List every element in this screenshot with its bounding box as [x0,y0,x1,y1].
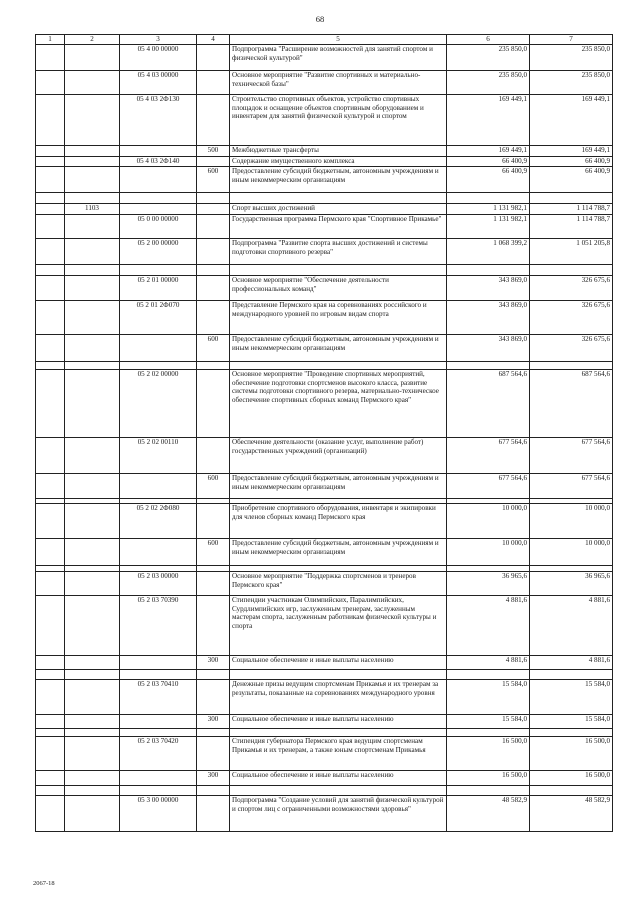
section-cell [36,656,65,670]
subsection-cell [65,167,120,193]
target-article-cell: 05 2 03 70390 [120,596,197,656]
item-name-cell: Предоставление субсидий бюджетным, автономным учреждениям и иным некоммерческим организациям [230,335,447,362]
amount-year-2-cell: 1 114 788,7 [530,215,613,239]
target-article-cell: 05 2 01 00000 [120,276,197,301]
expense-type-cell [197,504,230,539]
spacer-cell [197,786,230,796]
amount-year-2-cell: 66 400,9 [530,167,613,193]
section-cell [36,796,65,832]
expense-type-cell: 300 [197,715,230,729]
amount-year-1-cell: 1 068 399,2 [447,239,530,265]
expense-type-cell [197,215,230,239]
amount-year-1-cell: 677 564,6 [447,474,530,499]
spacer-cell [530,786,613,796]
amount-year-2-cell: 16 500,0 [530,737,613,771]
amount-year-2-cell: 15 584,0 [530,680,613,715]
spacer-cell [197,193,230,204]
column-header: 6 [447,35,530,45]
subsection-cell [65,474,120,499]
section-cell [36,157,65,167]
spacer-cell [65,786,120,796]
table-row [36,276,613,301]
expense-type-cell [197,45,230,71]
target-article-cell: 05 2 03 70420 [120,737,197,771]
section-cell [36,204,65,215]
target-article-cell: 05 3 00 00000 [120,796,197,832]
table-row [36,335,613,362]
table-row [36,596,613,656]
item-name-cell: Предоставление субсидий бюджетным, автономным учреждениям и иным некоммерческим организациям [230,474,447,499]
item-name-cell: Основное мероприятие "Проведение спортивных мероприятий, обеспечение подготовки спортсменов высокого класса, развитие системы подготовки спортивного резерва, материально-техническое обеспечение спортивных сборных команд Пермского края" [230,370,447,438]
item-name-cell: Подпрограмма "Создание условий для занятий физической культурой и спортом лиц с ограниченными возможностями здоровья" [230,796,447,832]
item-name-cell: Спорт высших достижений [230,204,447,215]
amount-year-1-cell: 48 582,9 [447,796,530,832]
section-cell [36,438,65,474]
table-row [36,737,613,771]
spacer-cell [36,670,65,680]
amount-year-1-cell: 687 564,6 [447,370,530,438]
amount-year-2-cell: 66 400,9 [530,157,613,167]
expense-type-cell [197,796,230,832]
column-number-header-row [36,35,613,45]
section-cell [36,45,65,71]
column-header: 2 [65,35,120,45]
subsection-cell [65,504,120,539]
section-cell [36,539,65,566]
spacer-cell [230,265,447,276]
target-article-cell: 05 4 03 2Ф130 [120,95,197,146]
amount-year-1-cell: 169 449,1 [447,95,530,146]
spacer-cell [530,193,613,204]
spacer-cell [530,729,613,737]
amount-year-2-cell: 677 564,6 [530,438,613,474]
item-name-cell: Стипендии участникам Олимпийских, Паралимпийских, Сурдлимпийских игр, заслуженным тренерам, заслуженным мастерам спорта, заслуженным работникам физической культуры и спорта [230,596,447,656]
target-article-cell [120,204,197,215]
item-name-cell: Социальное обеспечение и иные выплаты населению [230,715,447,729]
item-name-cell: Подпрограмма "Расширение возможностей для занятий спортом и физической культурой" [230,45,447,71]
table-row [36,204,613,215]
item-name-cell: Основное мероприятие "Развитие спортивных и материально-технической базы" [230,71,447,95]
subsection-cell [65,737,120,771]
row-spacer [36,193,613,204]
expense-type-cell [197,370,230,438]
target-article-cell: 05 2 02 00110 [120,438,197,474]
spacer-cell [197,729,230,737]
amount-year-2-cell: 169 449,1 [530,95,613,146]
amount-year-2-cell: 10 000,0 [530,504,613,539]
subsection-cell [65,146,120,157]
row-spacer [36,362,613,370]
spacer-cell [120,362,197,370]
section-cell [36,504,65,539]
amount-year-1-cell: 10 000,0 [447,539,530,566]
target-article-cell: 05 2 03 70410 [120,680,197,715]
amount-year-1-cell: 1 131 982,1 [447,215,530,239]
table-row [36,504,613,539]
spacer-cell [447,786,530,796]
spacer-cell [230,670,447,680]
item-name-cell: Содержание имущественного комплекса [230,157,447,167]
target-article-cell [120,539,197,566]
expense-type-cell [197,95,230,146]
target-article-cell: 05 0 00 00000 [120,215,197,239]
spacer-cell [530,362,613,370]
table-row [36,572,613,596]
item-name-cell: Строительство спортивных объектов, устройство спортивных площадок и оснащение объектов спортивным оборудованием и инвентарем для занятий физической культурой и спортом [230,95,447,146]
spacer-cell [120,670,197,680]
spacer-cell [65,193,120,204]
target-article-cell [120,715,197,729]
target-article-cell: 05 4 03 00000 [120,71,197,95]
amount-year-1-cell: 235 850,0 [447,71,530,95]
table-row [36,680,613,715]
section-cell [36,146,65,157]
amount-year-1-cell: 677 564,6 [447,438,530,474]
spacer-cell [120,193,197,204]
section-cell [36,474,65,499]
table-row [36,796,613,832]
amount-year-2-cell: 326 675,6 [530,301,613,335]
item-name-cell: Основное мероприятие "Поддержка спортсменов и тренеров Пермского края" [230,572,447,596]
spacer-cell [36,786,65,796]
amount-year-2-cell: 235 850,0 [530,45,613,71]
row-spacer [36,786,613,796]
spacer-cell [230,729,447,737]
item-name-cell: Обеспечение деятельности (оказание услуг, выполнение работ) государственных учреждений (организаций) [230,438,447,474]
subsection-cell [65,572,120,596]
spacer-cell [120,729,197,737]
spacer-cell [447,265,530,276]
spacer-cell [65,265,120,276]
spacer-cell [197,670,230,680]
section-cell [36,715,65,729]
subsection-cell [65,71,120,95]
spacer-cell [230,786,447,796]
table-row [36,656,613,670]
section-cell [36,771,65,786]
target-article-cell [120,146,197,157]
subsection-cell [65,771,120,786]
row-spacer [36,729,613,737]
target-article-cell: 05 2 03 00000 [120,572,197,596]
expense-type-cell [197,680,230,715]
section-cell [36,596,65,656]
table-row [36,157,613,167]
table-row [36,771,613,786]
table-row [36,215,613,239]
table-row [36,71,613,95]
amount-year-2-cell: 36 965,6 [530,572,613,596]
amount-year-1-cell: 36 965,6 [447,572,530,596]
target-article-cell: 05 4 03 2Ф140 [120,157,197,167]
amount-year-1-cell: 235 850,0 [447,45,530,71]
amount-year-2-cell: 4 881,6 [530,596,613,656]
spacer-cell [36,729,65,737]
spacer-cell [447,729,530,737]
table-row [36,539,613,566]
subsection-cell [65,276,120,301]
amount-year-2-cell: 687 564,6 [530,370,613,438]
amount-year-1-cell: 343 869,0 [447,301,530,335]
expense-type-cell [197,596,230,656]
row-spacer [36,670,613,680]
item-name-cell: Основное мероприятие "Обеспечение деятельности профессиональных команд" [230,276,447,301]
spacer-cell [65,670,120,680]
expense-type-cell [197,276,230,301]
subsection-cell [65,95,120,146]
expense-type-cell [197,71,230,95]
amount-year-2-cell: 16 500,0 [530,771,613,786]
expense-type-cell [197,737,230,771]
amount-year-1-cell: 16 500,0 [447,771,530,786]
subsection-cell [65,157,120,167]
amount-year-2-cell: 326 675,6 [530,335,613,362]
expense-type-cell [197,301,230,335]
column-header: 1 [36,35,65,45]
subsection-cell [65,796,120,832]
item-name-cell: Государственная программа Пермского края "Спортивное Прикамье" [230,215,447,239]
table-row [36,370,613,438]
section-cell [36,370,65,438]
spacer-cell [120,265,197,276]
section-cell [36,572,65,596]
spacer-cell [530,265,613,276]
amount-year-2-cell: 48 582,9 [530,796,613,832]
item-name-cell: Подпрограмма "Развитие спорта высших достижений и системы подготовки спортивного резерва" [230,239,447,265]
table-row [36,438,613,474]
column-header: 4 [197,35,230,45]
table-row [36,474,613,499]
item-name-cell: Денежные призы ведущим спортсменам Прикамья и их тренерам за результаты, показанные на соревнованиях международного уровня [230,680,447,715]
expense-type-cell: 500 [197,146,230,157]
subsection-cell [65,215,120,239]
amount-year-2-cell: 326 675,6 [530,276,613,301]
section-cell [36,680,65,715]
table-row [36,239,613,265]
amount-year-2-cell: 235 850,0 [530,71,613,95]
spacer-cell [447,670,530,680]
amount-year-2-cell: 4 881,6 [530,656,613,670]
section-cell [36,95,65,146]
subsection-cell: 1103 [65,204,120,215]
budget-table-body [36,45,613,832]
subsection-cell [65,239,120,265]
target-article-cell [120,656,197,670]
subsection-cell [65,715,120,729]
section-cell [36,167,65,193]
item-name-cell: Представление Пермского края на соревнованиях российского и международного уровней по игровым видам спорта [230,301,447,335]
amount-year-2-cell: 15 584,0 [530,715,613,729]
table-row [36,95,613,146]
item-name-cell: Социальное обеспечение и иные выплаты населению [230,771,447,786]
subsection-cell [65,539,120,566]
expense-type-cell: 600 [197,539,230,566]
spacer-cell [230,193,447,204]
expense-type-cell [197,438,230,474]
amount-year-1-cell: 4 881,6 [447,656,530,670]
amount-year-1-cell: 4 881,6 [447,596,530,656]
table-row [36,45,613,71]
item-name-cell: Социальное обеспечение и иные выплаты населению [230,656,447,670]
amount-year-1-cell: 343 869,0 [447,276,530,301]
amount-year-2-cell: 1 051 205,8 [530,239,613,265]
expense-type-cell: 600 [197,167,230,193]
expense-type-cell: 600 [197,335,230,362]
row-spacer [36,265,613,276]
table-row [36,167,613,193]
section-cell [36,301,65,335]
amount-year-2-cell: 677 564,6 [530,474,613,499]
amount-year-1-cell: 15 584,0 [447,715,530,729]
table-row [36,715,613,729]
table-row [36,301,613,335]
section-cell [36,215,65,239]
amount-year-2-cell: 10 000,0 [530,539,613,566]
spacer-cell [530,670,613,680]
target-article-cell: 05 2 02 00000 [120,370,197,438]
target-article-cell [120,167,197,193]
target-article-cell [120,335,197,362]
target-article-cell: 05 4 00 00000 [120,45,197,71]
expense-type-cell [197,239,230,265]
column-header: 3 [120,35,197,45]
spacer-cell [197,362,230,370]
amount-year-1-cell: 343 869,0 [447,335,530,362]
section-cell [36,335,65,362]
document-code: 2067-18 [33,880,55,887]
item-name-cell: Приобретение спортивного оборудования, инвентаря и экипировки для членов сборных команд Пермского края [230,504,447,539]
amount-year-1-cell: 66 400,9 [447,167,530,193]
expense-type-cell: 600 [197,474,230,499]
spacer-cell [65,729,120,737]
subsection-cell [65,370,120,438]
amount-year-1-cell: 10 000,0 [447,504,530,539]
amount-year-2-cell: 169 449,1 [530,146,613,157]
subsection-cell [65,656,120,670]
budget-table [35,34,613,832]
spacer-cell [65,362,120,370]
subsection-cell [65,680,120,715]
amount-year-2-cell: 1 114 788,7 [530,204,613,215]
target-article-cell [120,474,197,499]
expense-type-cell [197,204,230,215]
amount-year-1-cell: 66 400,9 [447,157,530,167]
table-row [36,146,613,157]
subsection-cell [65,45,120,71]
spacer-cell [36,362,65,370]
amount-year-1-cell: 15 584,0 [447,680,530,715]
expense-type-cell: 300 [197,656,230,670]
item-name-cell: Предоставление субсидий бюджетным, автономным учреждениям и иным некоммерческим организациям [230,167,447,193]
target-article-cell [120,771,197,786]
expense-type-cell [197,572,230,596]
spacer-cell [36,265,65,276]
spacer-cell [447,193,530,204]
spacer-cell [36,193,65,204]
column-header: 7 [530,35,613,45]
item-name-cell: Межбюджетные трансферты [230,146,447,157]
subsection-cell [65,438,120,474]
target-article-cell: 05 2 01 2Ф070 [120,301,197,335]
column-header: 5 [230,35,447,45]
amount-year-1-cell: 1 131 982,1 [447,204,530,215]
section-cell [36,239,65,265]
spacer-cell [230,362,447,370]
spacer-cell [197,265,230,276]
subsection-cell [65,335,120,362]
amount-year-1-cell: 169 449,1 [447,146,530,157]
target-article-cell: 05 2 00 00000 [120,239,197,265]
page-number: 68 [315,14,325,24]
item-name-cell: Предоставление субсидий бюджетным, автономным учреждениям и иным некоммерческим организациям [230,539,447,566]
expense-type-cell: 300 [197,771,230,786]
section-cell [36,71,65,95]
expense-type-cell [197,157,230,167]
section-cell [36,276,65,301]
amount-year-1-cell: 16 500,0 [447,737,530,771]
subsection-cell [65,596,120,656]
section-cell [36,737,65,771]
spacer-cell [120,786,197,796]
target-article-cell: 05 2 02 2Ф080 [120,504,197,539]
item-name-cell: Стипендия губернатора Пермского края ведущим спортсменам Прикамья и их тренерам, а также юным спортсменам Прикамья [230,737,447,771]
subsection-cell [65,301,120,335]
spacer-cell [447,362,530,370]
